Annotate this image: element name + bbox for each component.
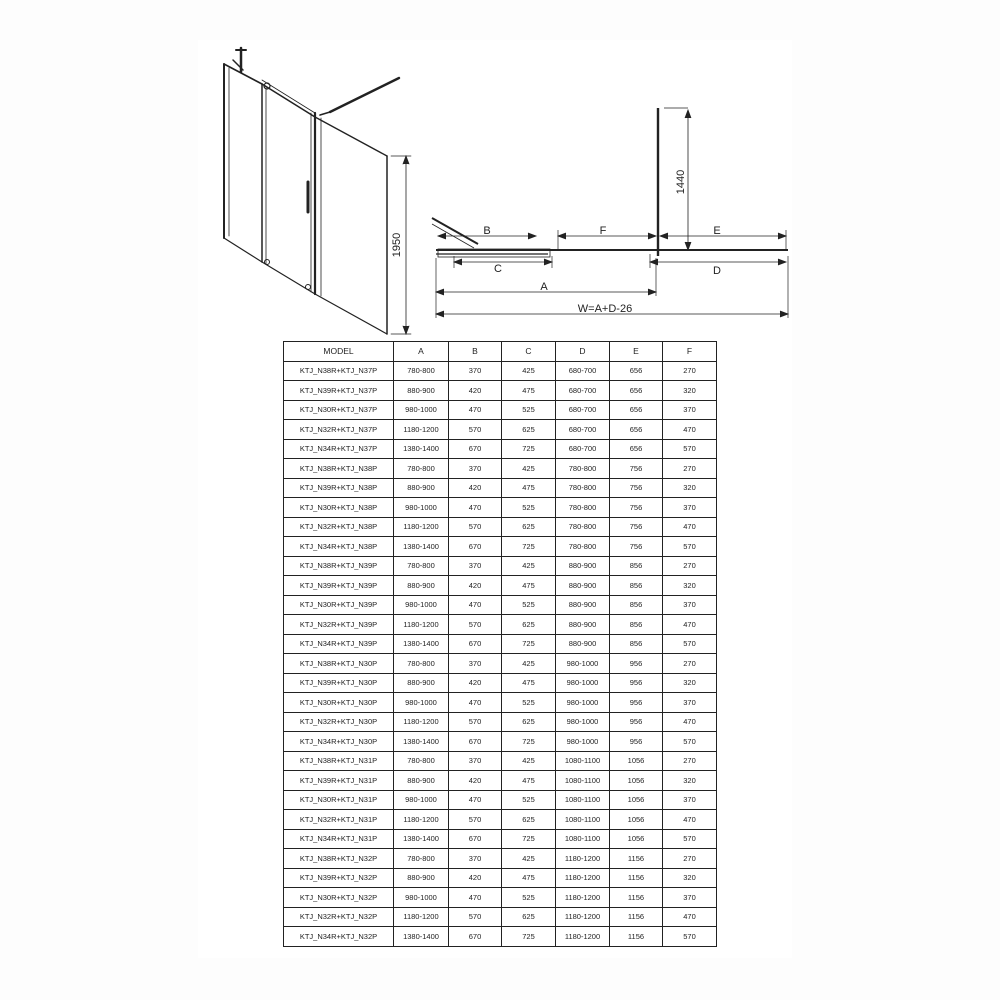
cell-a: 880-900 <box>394 478 449 498</box>
cell-a: 1380-1400 <box>394 927 449 947</box>
cell-model: KTJ_N30R+KTJ_N39P <box>284 595 394 615</box>
header-model: MODEL <box>284 342 394 362</box>
table-body <box>284 361 717 946</box>
cell-f: 570 <box>663 634 717 654</box>
cell-c: 525 <box>502 595 556 615</box>
cell-c: 475 <box>502 381 556 401</box>
cell-b: 420 <box>449 478 502 498</box>
cell-model: KTJ_N30R+KTJ_N32P <box>284 888 394 908</box>
cell-b: 470 <box>449 790 502 810</box>
cell-b: 420 <box>449 771 502 791</box>
cell-e: 856 <box>610 595 663 615</box>
cell-model: KTJ_N38R+KTJ_N37P <box>284 361 394 381</box>
table-row <box>284 673 717 693</box>
table-row <box>284 615 717 635</box>
cell-b: 370 <box>449 849 502 869</box>
table-row <box>284 634 717 654</box>
cell-a: 780-800 <box>394 556 449 576</box>
cell-e: 956 <box>610 693 663 713</box>
cell-model: KTJ_N34R+KTJ_N38P <box>284 537 394 557</box>
table-row <box>284 751 717 771</box>
cell-d: 1080-1100 <box>556 751 610 771</box>
cell-f: 470 <box>663 615 717 635</box>
cell-e: 656 <box>610 400 663 420</box>
cell-e: 956 <box>610 673 663 693</box>
cell-c: 525 <box>502 888 556 908</box>
header-c: C <box>502 342 556 362</box>
cell-model: KTJ_N38R+KTJ_N32P <box>284 849 394 869</box>
cell-f: 570 <box>663 439 717 459</box>
cell-e: 656 <box>610 439 663 459</box>
cell-f: 270 <box>663 556 717 576</box>
cell-b: 370 <box>449 556 502 576</box>
cell-b: 470 <box>449 498 502 518</box>
table-row <box>284 459 717 479</box>
cell-model: KTJ_N39R+KTJ_N32P <box>284 868 394 888</box>
cell-d: 980-1000 <box>556 654 610 674</box>
cell-a: 1180-1200 <box>394 420 449 440</box>
cell-e: 1156 <box>610 888 663 908</box>
cell-c: 725 <box>502 829 556 849</box>
cell-e: 756 <box>610 498 663 518</box>
cell-e: 756 <box>610 478 663 498</box>
cell-d: 980-1000 <box>556 673 610 693</box>
cell-b: 370 <box>449 361 502 381</box>
cell-a: 1180-1200 <box>394 517 449 537</box>
cell-e: 1156 <box>610 927 663 947</box>
cell-model: KTJ_N34R+KTJ_N31P <box>284 829 394 849</box>
cell-f: 470 <box>663 712 717 732</box>
cell-e: 1156 <box>610 849 663 869</box>
cell-c: 425 <box>502 849 556 869</box>
table-row <box>284 712 717 732</box>
cell-f: 470 <box>663 420 717 440</box>
cell-c: 625 <box>502 615 556 635</box>
table-row <box>284 829 717 849</box>
table-row <box>284 888 717 908</box>
cell-e: 656 <box>610 361 663 381</box>
cell-model: KTJ_N30R+KTJ_N37P <box>284 400 394 420</box>
table-row <box>284 868 717 888</box>
cell-model: KTJ_N34R+KTJ_N39P <box>284 634 394 654</box>
cell-a: 980-1000 <box>394 498 449 518</box>
cell-b: 470 <box>449 595 502 615</box>
model-dimensions-table <box>283 341 717 947</box>
cell-b: 470 <box>449 693 502 713</box>
cell-a: 1180-1200 <box>394 712 449 732</box>
cell-model: KTJ_N38R+KTJ_N39P <box>284 556 394 576</box>
cell-f: 570 <box>663 829 717 849</box>
table-row <box>284 361 717 381</box>
cell-d: 1080-1100 <box>556 790 610 810</box>
cell-b: 570 <box>449 810 502 830</box>
header-f: F <box>663 342 717 362</box>
cell-model: KTJ_N30R+KTJ_N31P <box>284 790 394 810</box>
plan-view <box>432 108 788 318</box>
cell-c: 725 <box>502 927 556 947</box>
cell-model: KTJ_N39R+KTJ_N39P <box>284 576 394 596</box>
cell-d: 780-800 <box>556 498 610 518</box>
cell-b: 370 <box>449 459 502 479</box>
cell-c: 475 <box>502 576 556 596</box>
cell-d: 1180-1200 <box>556 888 610 908</box>
table-row <box>284 556 717 576</box>
cell-a: 880-900 <box>394 771 449 791</box>
cell-c: 475 <box>502 868 556 888</box>
cell-c: 425 <box>502 361 556 381</box>
dimension-c-label: C <box>494 263 502 275</box>
cell-f: 370 <box>663 400 717 420</box>
cell-d: 1080-1100 <box>556 810 610 830</box>
cell-d: 680-700 <box>556 381 610 401</box>
cell-a: 1380-1400 <box>394 829 449 849</box>
cell-f: 320 <box>663 381 717 401</box>
cell-b: 420 <box>449 381 502 401</box>
table-row <box>284 537 717 557</box>
cell-d: 880-900 <box>556 556 610 576</box>
cell-d: 1180-1200 <box>556 907 610 927</box>
cell-c: 425 <box>502 459 556 479</box>
cell-e: 656 <box>610 381 663 401</box>
cell-c: 425 <box>502 556 556 576</box>
table-row <box>284 849 717 869</box>
cell-f: 370 <box>663 693 717 713</box>
table-row <box>284 927 717 947</box>
cell-model: KTJ_N34R+KTJ_N37P <box>284 439 394 459</box>
cell-model: KTJ_N38R+KTJ_N30P <box>284 654 394 674</box>
cell-b: 370 <box>449 751 502 771</box>
cell-f: 570 <box>663 732 717 752</box>
cell-f: 370 <box>663 790 717 810</box>
table-row <box>284 576 717 596</box>
cell-c: 425 <box>502 751 556 771</box>
cell-b: 570 <box>449 907 502 927</box>
cell-e: 1056 <box>610 771 663 791</box>
cell-c: 625 <box>502 517 556 537</box>
cell-d: 780-800 <box>556 478 610 498</box>
cell-d: 680-700 <box>556 400 610 420</box>
cell-f: 370 <box>663 595 717 615</box>
cell-a: 880-900 <box>394 673 449 693</box>
cell-b: 420 <box>449 576 502 596</box>
cell-e: 1056 <box>610 829 663 849</box>
cell-d: 980-1000 <box>556 732 610 752</box>
cell-a: 1380-1400 <box>394 732 449 752</box>
cell-c: 525 <box>502 790 556 810</box>
cell-a: 1180-1200 <box>394 810 449 830</box>
cell-c: 475 <box>502 673 556 693</box>
dimension-height-side: 1440 <box>675 169 687 195</box>
cell-a: 1180-1200 <box>394 907 449 927</box>
cell-model: KTJ_N32R+KTJ_N39P <box>284 615 394 635</box>
cell-a: 880-900 <box>394 868 449 888</box>
cell-d: 680-700 <box>556 439 610 459</box>
table-row <box>284 478 717 498</box>
cell-f: 470 <box>663 907 717 927</box>
cell-a: 1380-1400 <box>394 439 449 459</box>
cell-c: 525 <box>502 693 556 713</box>
cell-e: 1156 <box>610 868 663 888</box>
cell-model: KTJ_N39R+KTJ_N31P <box>284 771 394 791</box>
cell-b: 670 <box>449 537 502 557</box>
cell-d: 880-900 <box>556 615 610 635</box>
cell-b: 470 <box>449 888 502 908</box>
cell-model: KTJ_N38R+KTJ_N38P <box>284 459 394 479</box>
cell-a: 980-1000 <box>394 595 449 615</box>
cell-b: 420 <box>449 673 502 693</box>
dimension-height-main: 1950 <box>391 232 403 258</box>
cell-d: 1180-1200 <box>556 849 610 869</box>
cell-a: 980-1000 <box>394 400 449 420</box>
cell-c: 725 <box>502 439 556 459</box>
header-e: E <box>610 342 663 362</box>
cell-a: 980-1000 <box>394 693 449 713</box>
cell-c: 525 <box>502 400 556 420</box>
cell-f: 370 <box>663 888 717 908</box>
cell-f: 320 <box>663 478 717 498</box>
cell-e: 956 <box>610 654 663 674</box>
table-row <box>284 790 717 810</box>
cell-b: 570 <box>449 615 502 635</box>
cell-e: 656 <box>610 420 663 440</box>
cell-e: 1056 <box>610 790 663 810</box>
cell-c: 525 <box>502 498 556 518</box>
table-row <box>284 595 717 615</box>
cell-c: 625 <box>502 420 556 440</box>
table-row <box>284 654 717 674</box>
table-row <box>284 732 717 752</box>
cell-d: 1080-1100 <box>556 771 610 791</box>
dimension-f-label: F <box>599 225 607 237</box>
cell-model: KTJ_N32R+KTJ_N37P <box>284 420 394 440</box>
cell-d: 980-1000 <box>556 693 610 713</box>
cell-b: 670 <box>449 927 502 947</box>
cell-f: 270 <box>663 459 717 479</box>
cell-model: KTJ_N34R+KTJ_N30P <box>284 732 394 752</box>
cell-e: 1156 <box>610 907 663 927</box>
technical-drawing <box>0 0 1000 340</box>
cell-model: KTJ_N34R+KTJ_N32P <box>284 927 394 947</box>
cell-f: 320 <box>663 771 717 791</box>
cell-e: 756 <box>610 537 663 557</box>
cell-f: 470 <box>663 810 717 830</box>
cell-b: 670 <box>449 439 502 459</box>
cell-f: 270 <box>663 361 717 381</box>
cell-f: 270 <box>663 654 717 674</box>
dimension-w-formula: W=A+D-26 <box>577 303 633 315</box>
cell-a: 880-900 <box>394 576 449 596</box>
cell-e: 756 <box>610 459 663 479</box>
cell-e: 1056 <box>610 751 663 771</box>
cell-d: 780-800 <box>556 517 610 537</box>
cell-model: KTJ_N30R+KTJ_N30P <box>284 693 394 713</box>
cell-a: 1180-1200 <box>394 615 449 635</box>
cell-e: 856 <box>610 615 663 635</box>
table-row <box>284 381 717 401</box>
table-row <box>284 771 717 791</box>
cell-f: 320 <box>663 673 717 693</box>
cell-f: 470 <box>663 517 717 537</box>
cell-b: 670 <box>449 634 502 654</box>
cell-e: 956 <box>610 732 663 752</box>
cell-a: 980-1000 <box>394 888 449 908</box>
cell-a: 780-800 <box>394 751 449 771</box>
cell-b: 570 <box>449 420 502 440</box>
cell-e: 856 <box>610 556 663 576</box>
cell-b: 470 <box>449 400 502 420</box>
cell-f: 320 <box>663 576 717 596</box>
table-row <box>284 498 717 518</box>
table-row <box>284 810 717 830</box>
dimension-b-label: B <box>483 225 491 237</box>
table-row <box>284 907 717 927</box>
dimension-a-label: A <box>540 281 548 293</box>
cell-e: 1056 <box>610 810 663 830</box>
cell-f: 570 <box>663 537 717 557</box>
cell-c: 625 <box>502 907 556 927</box>
dimension-e-label: E <box>713 225 721 237</box>
cell-model: KTJ_N32R+KTJ_N30P <box>284 712 394 732</box>
cell-d: 880-900 <box>556 595 610 615</box>
cell-c: 475 <box>502 478 556 498</box>
cell-model: KTJ_N32R+KTJ_N38P <box>284 517 394 537</box>
cell-a: 980-1000 <box>394 790 449 810</box>
cell-b: 570 <box>449 712 502 732</box>
cell-e: 856 <box>610 634 663 654</box>
cell-d: 1180-1200 <box>556 927 610 947</box>
cell-a: 780-800 <box>394 849 449 869</box>
cell-d: 880-900 <box>556 576 610 596</box>
cell-f: 270 <box>663 751 717 771</box>
cell-a: 780-800 <box>394 654 449 674</box>
cell-f: 320 <box>663 868 717 888</box>
table-row <box>284 400 717 420</box>
cell-e: 756 <box>610 517 663 537</box>
cell-c: 425 <box>502 654 556 674</box>
cell-a: 780-800 <box>394 361 449 381</box>
cell-c: 725 <box>502 732 556 752</box>
cell-d: 780-800 <box>556 459 610 479</box>
cell-a: 1380-1400 <box>394 537 449 557</box>
cell-model: KTJ_N39R+KTJ_N30P <box>284 673 394 693</box>
cell-f: 370 <box>663 498 717 518</box>
dimension-d-label: D <box>713 265 721 277</box>
table-row <box>284 517 717 537</box>
cell-model: KTJ_N39R+KTJ_N38P <box>284 478 394 498</box>
table-row <box>284 420 717 440</box>
cell-a: 880-900 <box>394 381 449 401</box>
cell-d: 880-900 <box>556 634 610 654</box>
cell-model: KTJ_N38R+KTJ_N31P <box>284 751 394 771</box>
cell-b: 670 <box>449 732 502 752</box>
cell-a: 1380-1400 <box>394 634 449 654</box>
cell-d: 680-700 <box>556 420 610 440</box>
cell-e: 956 <box>610 712 663 732</box>
header-b: B <box>449 342 502 362</box>
cell-model: KTJ_N32R+KTJ_N32P <box>284 907 394 927</box>
cell-c: 725 <box>502 634 556 654</box>
header-d: D <box>556 342 610 362</box>
cell-c: 475 <box>502 771 556 791</box>
cell-f: 270 <box>663 849 717 869</box>
cell-c: 625 <box>502 712 556 732</box>
cell-d: 780-800 <box>556 537 610 557</box>
table-row <box>284 439 717 459</box>
cell-d: 1180-1200 <box>556 868 610 888</box>
cell-b: 670 <box>449 829 502 849</box>
cell-c: 625 <box>502 810 556 830</box>
cell-model: KTJ_N39R+KTJ_N37P <box>284 381 394 401</box>
enclosure-isometric <box>224 48 411 334</box>
table-header-row <box>284 342 717 362</box>
cell-a: 780-800 <box>394 459 449 479</box>
cell-d: 980-1000 <box>556 712 610 732</box>
table-row <box>284 693 717 713</box>
cell-c: 725 <box>502 537 556 557</box>
cell-b: 420 <box>449 868 502 888</box>
cell-model: KTJ_N32R+KTJ_N31P <box>284 810 394 830</box>
cell-model: KTJ_N30R+KTJ_N38P <box>284 498 394 518</box>
cell-f: 570 <box>663 927 717 947</box>
cell-b: 570 <box>449 517 502 537</box>
cell-d: 680-700 <box>556 361 610 381</box>
cell-e: 856 <box>610 576 663 596</box>
header-a: A <box>394 342 449 362</box>
cell-d: 1080-1100 <box>556 829 610 849</box>
cell-b: 370 <box>449 654 502 674</box>
